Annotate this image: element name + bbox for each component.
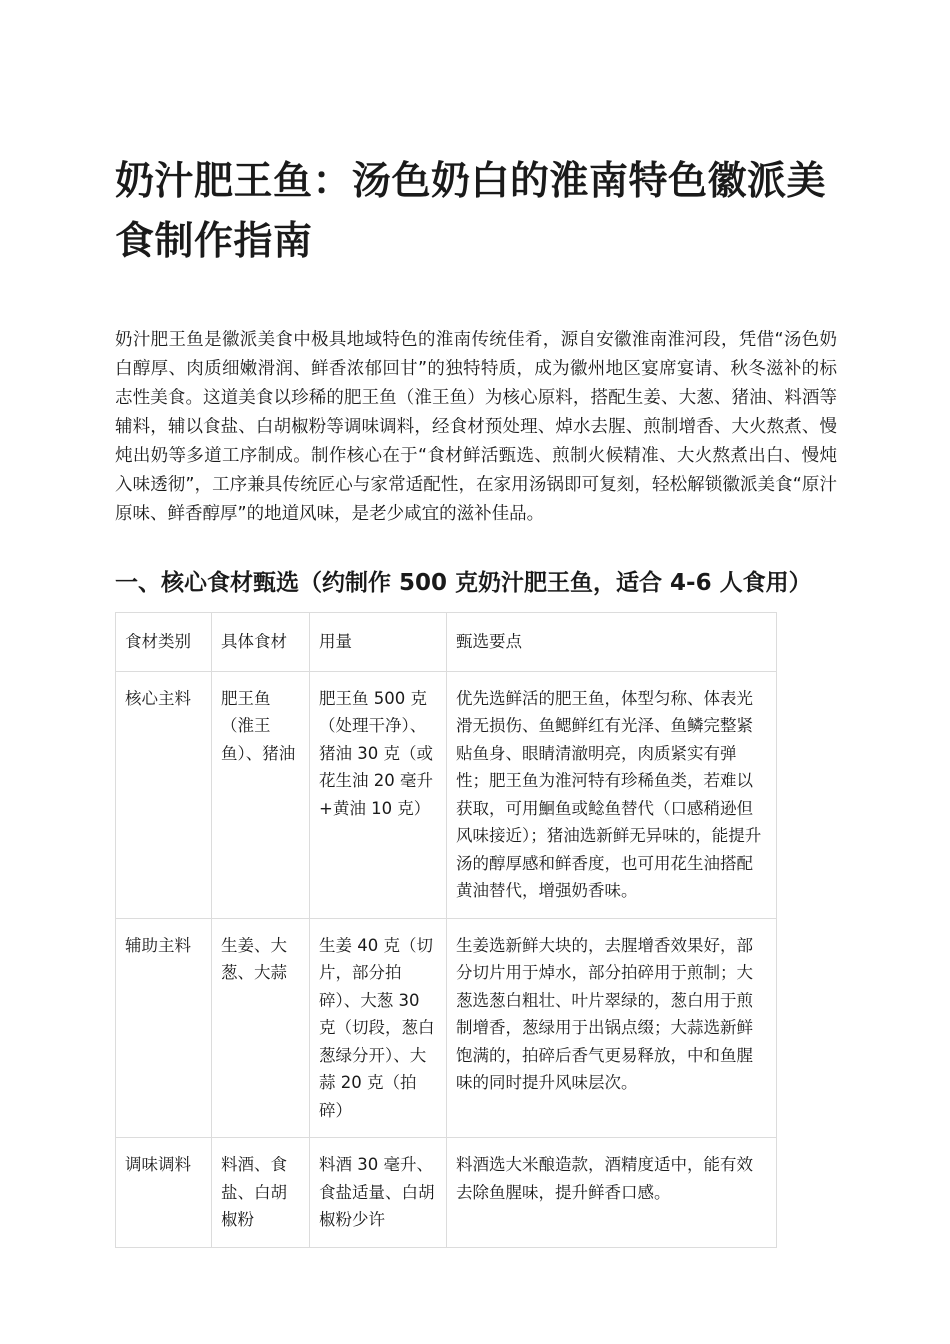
table-row (116, 918, 777, 1138)
cell-amount: 料酒 30 毫升、食盐适量、白胡椒粉少许 (310, 1138, 447, 1248)
cell-tips: 优先选鲜活的肥王鱼，体型匀称、体表光滑无损伤、鱼鳃鲜红有光泽、鱼鳞完整紧贴鱼身、眼睛清澈明亮，肉质紧实有弹性；肥王鱼为淮河特有珍稀鱼类，若难以获取，可用鮰鱼或鲶鱼替代（口感稍逊但风味接近）；猪油选新鲜无异味的，能提升汤的醇厚感和鲜香度，也可用花生油搭配黄油替代，增强奶香味。 (447, 671, 777, 918)
cell-category: 辅助主料 (116, 918, 212, 1138)
document-page (115, 152, 837, 1229)
cell-category: 核心主料 (116, 671, 212, 918)
cell-amount: 生姜 40 克（切片，部分拍碎）、大葱 30 克（切段，葱白葱绿分开）、大蒜 20 克（拍碎） (310, 918, 447, 1138)
table-header-row (116, 613, 777, 672)
cell-ingredient: 肥王鱼（淮王鱼）、猪油 (212, 671, 310, 918)
cell-tips: 料酒选大米酿造款，酒精度适中，能有效去除鱼腥味，提升鲜香口感。 (447, 1138, 777, 1248)
intro-paragraph: 奶汁肥王鱼是徽派美食中极具地域特色的淮南传统佳肴，源自安徽淮南淮河段，凭借“汤色奶白醇厚、肉质细嫩滑润、鲜香浓郁回甘”的独特特质，成为徽州地区宴席宴请、秋冬滋补的标志性美食。这道美食以珍稀的肥王鱼（淮王鱼）为核心原料，搭配生姜、大葱、猪油、料酒等辅料，辅以食盐、白胡椒粉等调味调料，经食材预处理、焯水去腥、煎制增香、大火熬煮、慢炖出奶等多道工序制成。制作核心在于“食材鲜活甄选、煎制火候精准、大火熬煮出白、慢炖入味透彻”，工序兼具传统匠心与家常适配性，在家用汤锅即可复刻，轻松解锁徽派美食“原汁原味、鲜香醇厚”的地道风味，是老少咸宜的滋补佳品。 (115, 330, 837, 524)
cell-tips: 生姜选新鲜大块的，去腥增香效果好，部分切片用于焯水，部分拍碎用于煎制；大葱选葱白粗壮、叶片翠绿的，葱白用于煎制增香，葱绿用于出锅点缀；大蒜选新鲜饱满的，拍碎后香气更易释放，中和鱼腥味的同时提升风味层次。 (447, 918, 777, 1138)
cell-amount: 肥王鱼 500 克（处理干净）、猪油 30 克（或花生油 20 毫升+黄油 10 克） (310, 671, 447, 918)
section-heading-ingredients: 一、核心食材甄选（约制作 500 克奶汁肥王鱼，适合 4-6 人食用） (115, 570, 812, 596)
header-category: 食材类别 (116, 613, 212, 672)
table-row (116, 1138, 777, 1248)
header-amount: 用量 (310, 613, 447, 672)
table-row (116, 671, 777, 918)
header-tips: 甄选要点 (447, 613, 777, 672)
ingredients-table (115, 612, 777, 1248)
header-ingredient: 具体食材 (212, 613, 310, 672)
cell-ingredient: 生姜、大葱、大蒜 (212, 918, 310, 1138)
cell-ingredient: 料酒、食盐、白胡椒粉 (212, 1138, 310, 1248)
cell-category: 调味调料 (116, 1138, 212, 1248)
ingredients-table-wrap (115, 612, 776, 1229)
page-title: 奶汁肥王鱼：汤色奶白的淮南特色徽派美食制作指南 (115, 159, 827, 264)
